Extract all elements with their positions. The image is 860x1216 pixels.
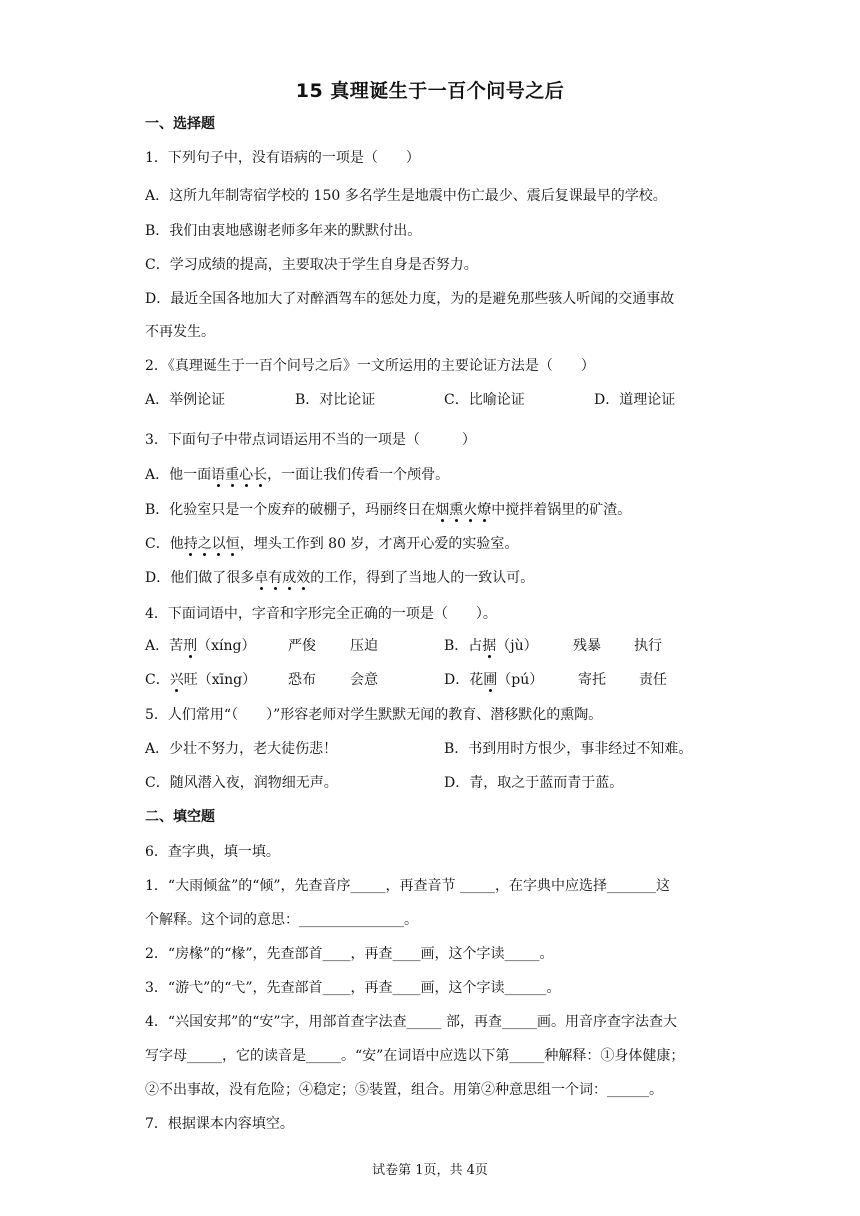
q6-item4-line1: 4．“兴国安邦”的“安”字，用部首查字法查_____ 部，再查_____画。用音序查字法查大	[145, 1014, 677, 1030]
q4-a-word2: 压迫	[350, 638, 378, 654]
q4-d-word1: 寄托	[578, 672, 606, 688]
q5-option-a: A．少壮不努力，老大徒伤悲！	[145, 741, 338, 757]
dotted-char: 熏	[449, 502, 464, 518]
pinyin: （xíng）	[197, 638, 256, 654]
q1-option-b: B．我们由衷地感谢老师多年来的默默付出。	[145, 223, 422, 239]
dotted-char: 刑	[183, 638, 198, 654]
q2-option-d: D．道理论证	[594, 392, 676, 408]
dotted-char: 有	[268, 570, 283, 586]
dotted-char: 以	[211, 536, 226, 552]
q6-stem: 6．查字典，填一填。	[145, 844, 280, 860]
dotted-char: 长	[253, 467, 268, 483]
q6-item1-line2: 个解释。这个词的意思：_______________。	[145, 912, 418, 928]
dotted-char: 成	[282, 570, 297, 586]
q3-stem: 3．下面句子中带点词语运用不当的一项是（ ）	[145, 432, 476, 448]
q3-a-post: ，一面让我们传看一个颅骨。	[267, 467, 450, 483]
q4-a-prefix: A．苦	[145, 638, 184, 654]
q6-item4-line2: 写字母_____，它的读音是_____。“安”在词语中应选以下第_____种解释：①身体健康；	[145, 1048, 685, 1064]
q4-a-word1: 严俊	[288, 638, 316, 654]
dotted-char: 恒	[225, 536, 240, 552]
q2-option-a: A．举例论证	[145, 392, 226, 408]
q4-c-word2: 会意	[350, 672, 378, 688]
q4-b-prefix: B．占	[444, 638, 483, 654]
q3-b-post: 中搅拌着锅里的矿渣。	[491, 502, 632, 518]
q4-c-word1: 恐布	[288, 672, 316, 688]
page-footer: 试卷第 1页，共 4页	[372, 1163, 488, 1178]
q4-option-a	[145, 635, 255, 655]
q3-b-pre: B．化验室只是一个废弃的破棚子，玛丽终日在	[145, 502, 436, 518]
dotted-char: 烟	[435, 502, 450, 518]
q4-d-word2: 责任	[639, 672, 667, 688]
q4-c-char: 旺	[183, 672, 198, 688]
dotted-char: 兴	[169, 672, 184, 688]
q5-option-c: C．随风潜入夜，润物细无声。	[145, 775, 338, 791]
q3-option-a	[145, 464, 449, 484]
q6-item3: 3．“游弋”的“弋”，先查部首____，再查____画，这个字读______。	[145, 980, 561, 996]
q2-stem: 2．《真理诞生于一百个问号之后》一文所运用的主要论证方法是（ ）	[145, 358, 595, 374]
dotted-char: 圃	[483, 672, 498, 688]
q5-stem: 5．人们常用“（ ）”形容老师对学生默默无闻的教育、潜移默化的熏陶。	[145, 707, 603, 723]
q4-option-b	[444, 635, 538, 655]
pinyin: （jù）	[496, 638, 538, 654]
q1-stem: 1．下列句子中，没有语病的一项是（ ）	[145, 150, 420, 166]
q6-item1-line1: 1．“大雨倾盆”的“倾”，先查音序_____，再查音节 _____，在字典中应选择_______这	[145, 878, 670, 894]
q5-option-b: B．书到用时方恨少，事非经过不知难。	[444, 741, 693, 757]
dotted-char: 重	[225, 467, 240, 483]
document-title: 15 真理诞生于一百个问号之后	[295, 80, 565, 102]
dotted-char: 据	[482, 638, 497, 654]
dotted-char: 效	[296, 570, 311, 586]
q4-b-word1: 残暴	[573, 638, 601, 654]
q3-option-c	[145, 533, 518, 553]
section-heading-fill: 二、填空题	[145, 809, 215, 825]
dotted-char: 燎	[477, 502, 492, 518]
q4-stem: 4．下面词语中，字音和字形完全正确的一项是（ ）。	[145, 606, 497, 622]
q6-item4-line3: ②不出事故，没有危险；④稳定；⑤装置，组合。用第②种意思组一个词：______。	[145, 1082, 663, 1098]
q7-stem: 7．根据课本内容填空。	[145, 1116, 294, 1132]
q4-option-c	[145, 669, 256, 689]
pinyin: （pú）	[497, 672, 544, 688]
q1-option-d-line1: D．最近全国各地加大了对醉酒驾车的惩处力度，为的是避免那些骇人听闻的交通事故	[145, 291, 675, 307]
q4-option-d	[444, 669, 543, 689]
q2-option-c: C．比喻论证	[444, 392, 525, 408]
dotted-char: 心	[239, 467, 254, 483]
pinyin: （xīng）	[197, 672, 257, 688]
section-heading-choice: 一、选择题	[145, 116, 215, 132]
q3-option-d	[145, 567, 534, 587]
q6-item2: 2．“房椽”的“椽”，先查部首____，再查____画，这个字读_____。	[145, 946, 554, 962]
dotted-char: 持	[183, 536, 198, 552]
dotted-char: 之	[197, 536, 212, 552]
q3-d-post: 的工作，得到了当地人的一致认可。	[310, 570, 535, 586]
q4-c-prefix: C．	[145, 672, 170, 688]
dotted-char: 火	[463, 502, 478, 518]
q1-option-c: C．学习成绩的提高，主要取决于学生自身是否努力。	[145, 257, 478, 273]
q3-c-post: ，埋头工作到 80 岁，才离开心爱的实验室。	[239, 536, 519, 552]
q3-option-b	[145, 499, 631, 519]
q4-d-prefix: D．花	[444, 672, 484, 688]
q1-option-a: A．这所九年制寄宿学校的 150 多名学生是地震中伤亡最少、震后复课最早的学校。	[145, 188, 667, 204]
q4-b-word2: 执行	[634, 638, 662, 654]
dotted-char: 语	[211, 467, 226, 483]
q3-c-pre: C．他	[145, 536, 184, 552]
q1-option-d-line2: 不再发生。	[145, 324, 215, 340]
dotted-char: 卓	[254, 570, 269, 586]
q2-option-b: B．对比论证	[295, 392, 376, 408]
q5-option-d: D．青，取之于蓝而青于蓝。	[444, 775, 624, 791]
q3-d-pre: D．他们做了很多	[145, 570, 255, 586]
q3-a-pre: A．他一面	[145, 467, 212, 483]
